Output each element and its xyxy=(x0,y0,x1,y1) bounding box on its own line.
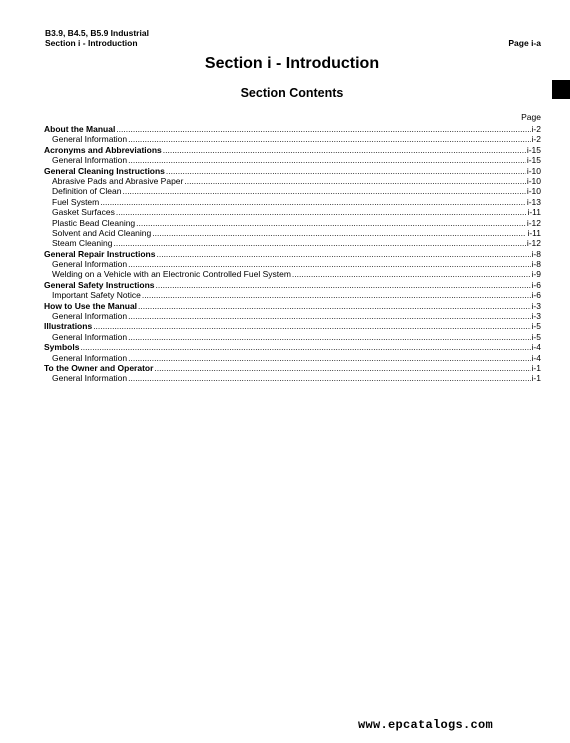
toc-entry-title: Solvent and Acid Cleaning xyxy=(52,227,152,238)
toc-entry-title: General Information xyxy=(52,352,128,363)
toc-entry[interactable] xyxy=(44,280,541,290)
toc-entry-title: Steam Cleaning xyxy=(52,238,113,249)
header-model-line: B3.9, B4.5, B5.9 Industrial xyxy=(45,28,149,38)
toc-entry-title: Important Safety Notice xyxy=(52,290,141,301)
toc-entry[interactable] xyxy=(44,342,541,352)
toc-subentry[interactable] xyxy=(44,228,541,238)
toc-page-number: i-1 xyxy=(531,373,541,384)
toc-leader-dots xyxy=(292,269,531,279)
toc-page-number: i-3 xyxy=(531,311,541,322)
toc-entry-title: Abrasive Pads and Abrasive Paper xyxy=(52,175,184,186)
toc-entry[interactable] xyxy=(44,301,541,311)
toc-page-number: i-10 xyxy=(526,165,541,176)
toc-leader-dots xyxy=(116,207,527,217)
toc-page-number: i-10 xyxy=(526,186,541,197)
toc-leader-dots xyxy=(154,363,530,373)
toc-entry-title: General Information xyxy=(52,331,128,342)
toc-entry[interactable] xyxy=(44,249,541,259)
toc-entry-title: General Information xyxy=(52,134,128,145)
toc-page-number: i-10 xyxy=(526,175,541,186)
page-subtitle: Section Contents xyxy=(240,86,344,100)
toc-entry-title: Symbols xyxy=(44,342,80,353)
toc-leader-dots xyxy=(152,228,526,238)
toc-entry-title: General Information xyxy=(52,373,128,384)
toc-page-number: i-8 xyxy=(531,248,541,259)
toc-leader-dots xyxy=(128,353,530,363)
header-page-number: Page i-a xyxy=(508,38,541,48)
toc-entry-title: General Safety Instructions xyxy=(44,279,155,290)
toc-leader-dots xyxy=(116,124,530,134)
toc-subentry[interactable] xyxy=(44,332,541,342)
toc-subentry[interactable] xyxy=(44,238,541,248)
toc-subentry[interactable] xyxy=(44,134,541,144)
toc-leader-dots xyxy=(100,197,526,207)
toc-entry-title: About the Manual xyxy=(44,124,116,134)
toc-page-number: i-11 xyxy=(527,227,541,238)
footer-website: www.epcatalogs.com xyxy=(358,718,494,732)
toc-subentry[interactable] xyxy=(44,373,541,383)
toc-entry-title: General Information xyxy=(52,311,128,322)
toc-entry-title: Definition of Clean xyxy=(52,186,122,197)
toc-leader-dots xyxy=(128,311,530,321)
toc-page-number: i-13 xyxy=(526,196,541,207)
toc-leader-dots xyxy=(136,218,526,228)
page-column-label: Page xyxy=(521,112,541,122)
toc-page-number: i-1 xyxy=(531,362,541,373)
toc-page-number: i-5 xyxy=(531,331,541,342)
toc-leader-dots xyxy=(128,134,530,144)
toc-subentry[interactable] xyxy=(44,197,541,207)
toc-page-number: i-11 xyxy=(527,207,541,218)
toc-subentry[interactable] xyxy=(44,176,541,186)
toc-leader-dots xyxy=(163,145,526,155)
toc-leader-dots xyxy=(156,249,530,259)
toc-entry[interactable] xyxy=(44,145,541,155)
toc-entry-title: Acronyms and Abbreviations xyxy=(44,144,162,155)
toc-entry-title: Gasket Surfaces xyxy=(52,207,115,218)
document-header xyxy=(45,28,149,48)
toc-page-number: i-12 xyxy=(526,238,541,249)
toc-entry-title: How to Use the Manual xyxy=(44,300,138,311)
toc-page-number: i-15 xyxy=(526,155,541,166)
toc-entry-title: General Cleaning Instructions xyxy=(44,165,165,176)
toc-leader-dots xyxy=(128,155,526,165)
toc-page-number: i-5 xyxy=(531,321,541,332)
toc-entry[interactable] xyxy=(44,166,541,176)
toc-page-number: i-8 xyxy=(531,259,541,270)
toc-subentry[interactable] xyxy=(44,290,541,300)
toc-entry-title: Illustrations xyxy=(44,321,93,332)
toc-leader-dots xyxy=(156,280,531,290)
toc-entry[interactable] xyxy=(44,363,541,373)
toc-page-number: i-12 xyxy=(526,217,541,228)
toc-leader-dots xyxy=(93,321,530,331)
toc-leader-dots xyxy=(113,238,525,248)
toc-entry-title: General Information xyxy=(52,155,128,166)
toc-page-number: i-9 xyxy=(531,269,541,280)
toc-entry[interactable] xyxy=(44,124,541,134)
toc-leader-dots xyxy=(166,166,526,176)
toc-leader-dots xyxy=(128,373,530,383)
toc-page-number: i-2 xyxy=(531,124,541,134)
toc-subentry[interactable] xyxy=(44,186,541,196)
header-section-line: Section i - Introduction xyxy=(45,38,138,48)
toc-entry-title: General Repair Instructions xyxy=(44,248,156,259)
toc-entry-title: Plastic Bead Cleaning xyxy=(52,217,136,228)
toc-leader-dots xyxy=(142,290,531,300)
toc-page-number: i-6 xyxy=(531,290,541,301)
toc-page-number: i-3 xyxy=(531,300,541,311)
toc-page-number: i-2 xyxy=(531,134,541,145)
toc-entry-title: Welding on a Vehicle with an Electronic Controlled Fuel System xyxy=(52,269,291,280)
toc-subentry[interactable] xyxy=(44,218,541,228)
toc-leader-dots xyxy=(184,176,525,186)
toc-page-number: i-4 xyxy=(531,342,541,353)
toc-subentry[interactable] xyxy=(44,269,541,279)
toc-entry[interactable] xyxy=(44,321,541,331)
toc-leader-dots xyxy=(128,259,530,269)
toc-entry-title: Fuel System xyxy=(52,196,100,207)
table-of-contents xyxy=(44,124,541,384)
toc-subentry[interactable] xyxy=(44,311,541,321)
toc-subentry[interactable] xyxy=(44,155,541,165)
toc-leader-dots xyxy=(138,301,531,311)
toc-page-number: i-4 xyxy=(531,352,541,363)
toc-page-number: i-6 xyxy=(531,279,541,290)
toc-subentry[interactable] xyxy=(44,353,541,363)
toc-entry-title: To the Owner and Operator xyxy=(44,362,154,373)
toc-entry-title: General Information xyxy=(52,259,128,270)
toc-leader-dots xyxy=(128,332,530,342)
toc-leader-dots xyxy=(122,186,525,196)
toc-leader-dots xyxy=(80,342,530,352)
toc-subentry[interactable] xyxy=(44,207,541,217)
toc-page-number: i-15 xyxy=(526,144,541,155)
page-title: Section i - Introduction xyxy=(204,55,380,72)
toc-subentry[interactable] xyxy=(44,259,541,269)
